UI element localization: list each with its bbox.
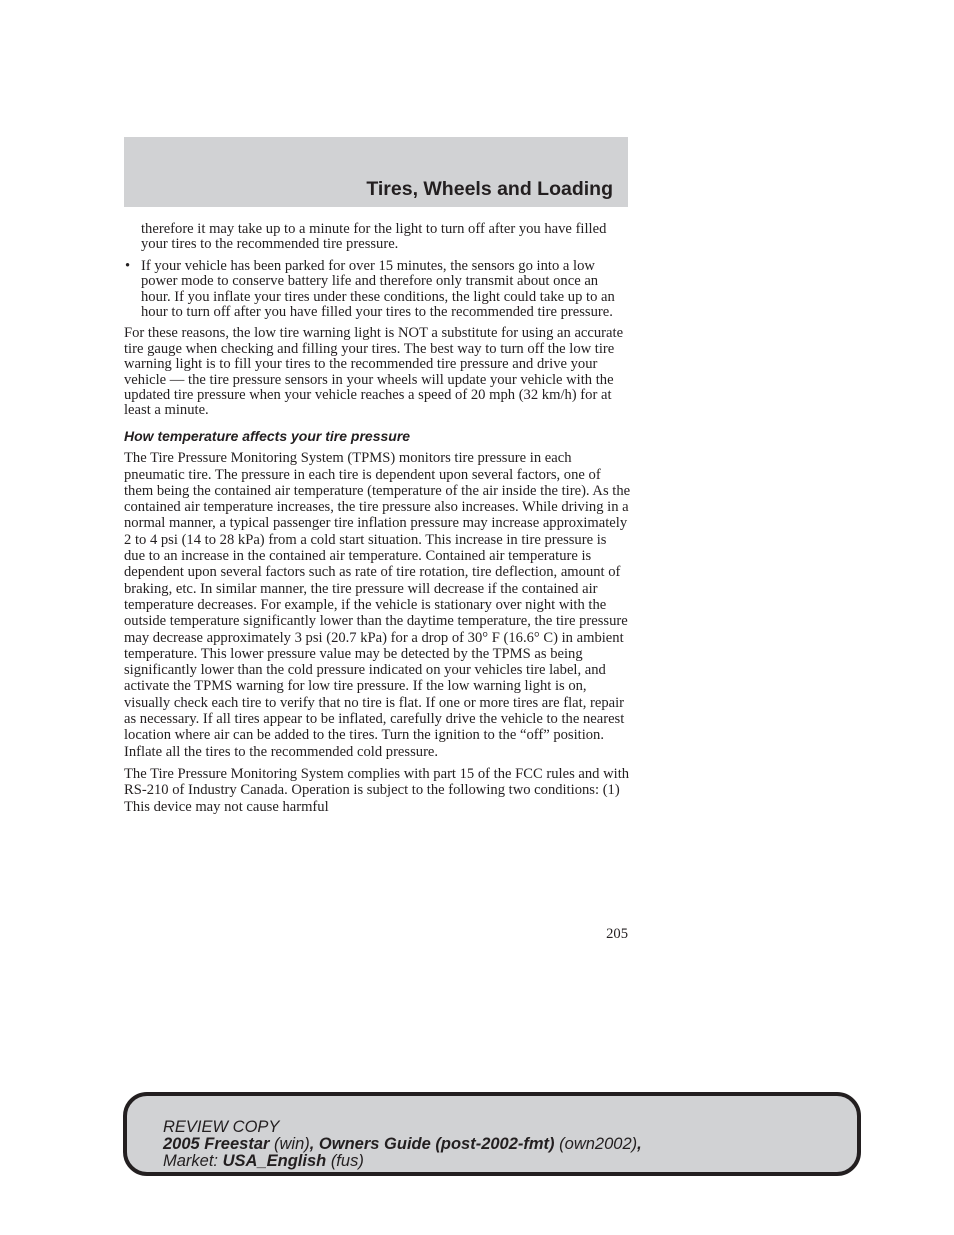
section-header-band	[124, 137, 628, 207]
review-copy-footer	[123, 1092, 861, 1176]
page-number: 205	[606, 926, 628, 942]
page-content	[124, 222, 631, 815]
footer-market-label: Market:	[163, 1152, 219, 1170]
footer-guide: , Owners Guide (post-2002-fmt)	[309, 1135, 555, 1153]
footer-market: USA_English	[222, 1152, 327, 1170]
footer-market-line	[163, 1153, 642, 1170]
paragraph-tpms: The Tire Pressure Monitoring System (TPMS) monitors tire pressure in each pneumatic tire. The pressure in each tire is dependent upon several factors, one of them being the contained air temperature (temperature of the air inside the tire). As the contained air temperature increases, the tire pressure also increases. While driving in a normal manner, a typical passenger tire inflation pressure may increase approximately 2 to 4 psi (14 to 28 kPa) from a cold start situation. This increase in tire pressure is due to an increase in the contained air temperature. Contained air temperature is dependent upon several factors such as rate of tire rotation, tire deflection, amount of braking, etc. In similar manner, the tire pressure will decrease if the contained air temperature decreases. For example, if the vehicle is stationary over night with the outside temperature significantly lower than the daytime temperature, the tire pressure may decrease approximately 3 psi (20.7 kPa) for a drop of 30° F (16.6° C) in ambient temperature. This lower pressure value may be detected by the TPMS as being significantly lower than the cold pressure indicated on your vehicles tire label, and activate the TPMS warning for low tire pressure. If the low warning light is on, visually check each tire to verify that no tire is flat. If one or more tires are flat, repair as necessary. If all tires appear to be inflated, carefully drive the vehicle to the nearest location where air can be added to the tires. Turn the ignition to the “off” position. Inflate all the tires to the recommended cold pressure.	[124, 450, 631, 760]
footer-text	[163, 1119, 642, 1170]
footer-model-code: (win)	[274, 1135, 310, 1153]
subheading: How temperature affects your tire pressure	[124, 427, 411, 444]
footer-comma: ,	[637, 1135, 642, 1153]
bullet-icon: •	[125, 257, 131, 274]
footer-model: 2005 Freestar	[163, 1135, 270, 1153]
review-copy-label: REVIEW COPY	[163, 1118, 280, 1136]
footer-guide-line	[163, 1136, 642, 1153]
section-title: Tires, Wheels and Loading	[366, 178, 613, 200]
footer-guide-code: (own2002)	[559, 1135, 638, 1153]
bullet-text: If your vehicle has been parked for over 15 minutes, the sensors go into a low power mode to conserve battery life and therefore only transmit about once an hour. If you inflate your tires under these conditions, the light could take up to an hour to turn off after you have filled your tires to the recommended tire pressure.	[141, 257, 615, 321]
paragraph-reasons: For these reasons, the low tire warning light is NOT a substitute for using an accurate tire gauge when checking and filling your tires. The best way to turn off the low tire warning light is to fill your tires to the recommended tire pressure and drive your vehicle — the tire pressure sensors in your wheels will update your vehicle with the updated tire pressure when your vehicle reaches a speed of 20 mph (32 km/h) for at least a minute.	[124, 325, 624, 419]
paragraph-fcc: The Tire Pressure Monitoring System complies with part 15 of the FCC rules and with RS-210 of Industry Canada. Operation is subject to the following two conditions: (1) This device may not cause harmful	[124, 765, 630, 815]
bullet-item	[124, 259, 631, 321]
bullet-continuation: therefore it may take up to a minute for the light to turn off after you have filled your tires to the recommended tire pressure.	[141, 221, 607, 253]
footer-market-code: (fus)	[330, 1152, 364, 1170]
